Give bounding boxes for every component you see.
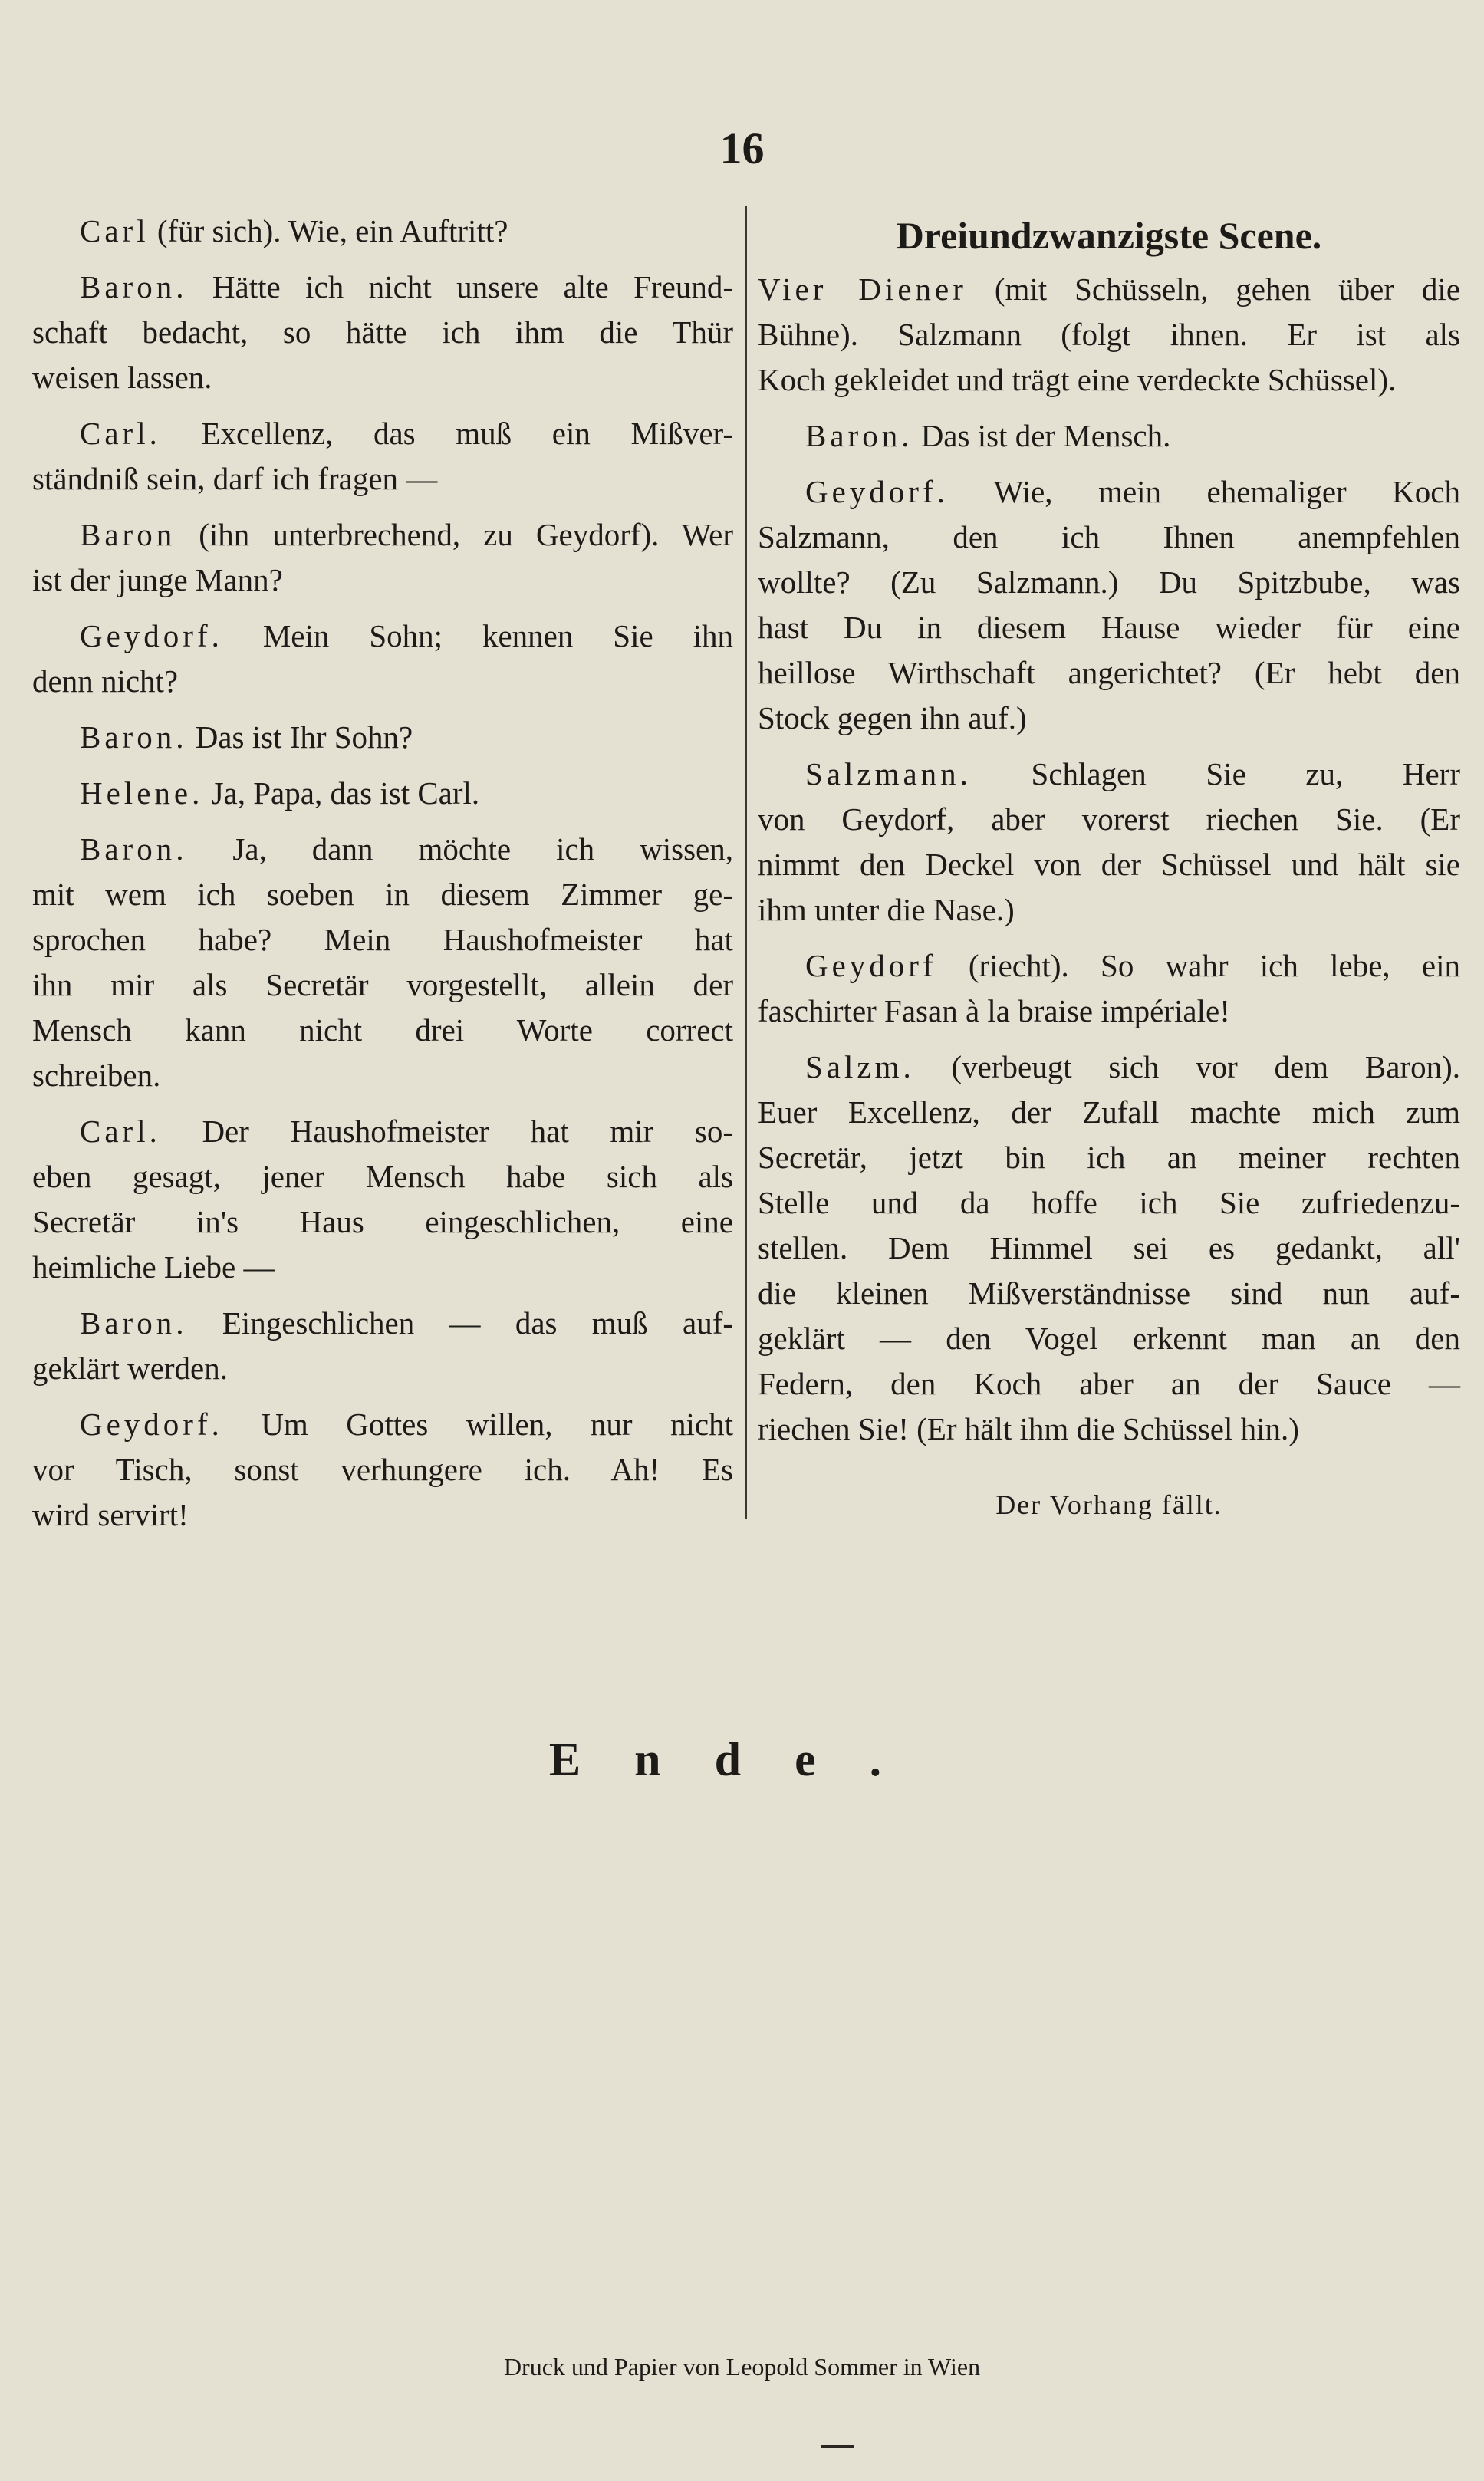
line-text: nimmt den Deckel von der Schüssel und hält sie [758, 847, 1460, 882]
speech [32, 614, 733, 704]
line-text: geklärt — den Vogel erkennt man an den [758, 1321, 1460, 1356]
text-line [758, 357, 1460, 403]
text-line [32, 355, 733, 400]
line-text: heimliche Liebe — [32, 1249, 275, 1285]
speaker-name: Geydorf. [80, 618, 223, 653]
text-line [32, 558, 733, 603]
text-line [758, 1226, 1460, 1271]
line-text: riechen Sie! (Er hält ihm die Schüssel hin.) [758, 1411, 1299, 1446]
text-line [758, 312, 1460, 357]
right-speeches [758, 267, 1460, 1452]
text-line [32, 512, 733, 558]
line-text: Koch gekleidet und trägt eine verdeckte Schüssel). [758, 362, 1397, 397]
speech [32, 771, 733, 816]
text-line [758, 605, 1460, 650]
speech [758, 752, 1460, 933]
text-line [758, 1361, 1460, 1407]
text-line [32, 265, 733, 310]
line-text: Secretär in's Haus eingeschlichen, eine [32, 1204, 733, 1239]
text-line [32, 1245, 733, 1290]
scene-heading: Dreiundzwanzigste Scene. [896, 214, 1322, 257]
line-text: von Geydorf, aber vorerst riechen Sie. (Er [758, 801, 1460, 837]
text-line [32, 1199, 733, 1245]
speaker-name: Vier Diener [758, 271, 967, 307]
line-text: hast Du in diesem Hause wieder für eine [758, 610, 1460, 645]
line-text: Excellenz, das muß ein Mißver- [201, 416, 733, 451]
line-text: Um Gottes willen, nur nicht [261, 1407, 733, 1442]
line-text: ihn mir als Secretär vorgestellt, allein der [32, 967, 733, 1002]
text-line [758, 696, 1460, 741]
line-text: wird servirt! [32, 1497, 189, 1532]
text-line [758, 1135, 1460, 1180]
line-text: mit wem ich soeben in diesem Zimmer ge- [32, 877, 733, 912]
text-line [32, 1492, 733, 1538]
line-text: stellen. Dem Himmel sei es gedankt, all' [758, 1230, 1460, 1265]
speaker-name: Salzmann. [805, 756, 972, 791]
speech [32, 1301, 733, 1391]
text-line [758, 943, 1460, 989]
line-text: Stock gegen ihn auf.) [758, 700, 1027, 735]
text-line [758, 1407, 1460, 1452]
text-line [32, 771, 733, 816]
speaker-name: Geydorf. [80, 1407, 223, 1442]
text-line [758, 1316, 1460, 1361]
speech [32, 1402, 733, 1538]
text-line [32, 917, 733, 962]
speaker-name: Carl. [80, 1114, 161, 1149]
text-line [32, 1109, 733, 1154]
line-text: Ja, Papa, das ist Carl. [211, 775, 480, 811]
speaker-name: Baron. [80, 1305, 188, 1341]
line-text: wollte? (Zu Salzmann.) Du Spitzbube, was [758, 564, 1460, 600]
line-text: ständniß sein, darf ich fragen — [32, 461, 438, 496]
curtain-direction: Der Vorhang fällt. [995, 1489, 1222, 1520]
speech [32, 209, 733, 254]
line-text: ihm unter die Nase.) [758, 892, 1015, 927]
speech [758, 413, 1460, 459]
speaker-name: Baron. [805, 418, 913, 453]
line-text: denn nicht? [32, 663, 179, 699]
speaker-name: Baron [80, 517, 176, 552]
speaker-name: Geydorf. [805, 474, 949, 509]
speaker-name: Carl. [80, 416, 161, 451]
left-column [32, 209, 733, 1538]
text-line [32, 1053, 733, 1098]
line-text: Das ist der Mensch. [920, 418, 1171, 453]
line-text: schaft bedacht, so hätte ich ihm die Thür [32, 314, 733, 350]
speaker-name: Baron. [80, 719, 188, 755]
line-text: Secretär, jetzt bin ich an meiner rechten [758, 1140, 1460, 1175]
line-text: Eingeschlichen — das muß auf- [222, 1305, 734, 1341]
line-text: Ja, dann möchte ich wissen, [232, 831, 733, 867]
text-line [32, 715, 733, 760]
text-line [758, 413, 1460, 459]
bottom-dash [821, 2445, 854, 2448]
speaker-name: Helene. [80, 775, 204, 811]
text-line [758, 797, 1460, 842]
text-line [758, 1090, 1460, 1135]
text-line [758, 1271, 1460, 1316]
line-text: faschirter Fasan à la braise impériale! [758, 993, 1230, 1028]
line-text: Mein Sohn; kennen Sie ihn [262, 618, 734, 653]
speech [32, 265, 733, 400]
text-line [758, 560, 1460, 605]
text-line [32, 872, 733, 917]
text-line [758, 1180, 1460, 1226]
page-number: 16 [719, 123, 765, 173]
text-line [758, 887, 1460, 933]
text-line [32, 1154, 733, 1199]
text-line [32, 209, 733, 254]
speech [758, 943, 1460, 1034]
line-text: Schlagen Sie zu, Herr [1031, 756, 1460, 791]
speech [758, 469, 1460, 741]
line-text: Bühne). Salzmann (folgt ihnen. Er ist als [758, 317, 1460, 352]
speaker-name: Baron. [80, 269, 188, 304]
text-line [32, 310, 733, 355]
line-text: ist der junge Mann? [32, 562, 283, 597]
line-text: heillose Wirthschaft angerichtet? (Er hebt den [758, 655, 1460, 690]
line-text: (riecht). So wahr ich lebe, ein [968, 948, 1460, 983]
ende-text: Ende. [548, 1734, 936, 1786]
text-line [758, 989, 1460, 1034]
line-text: Der Haushofmeister hat mir so- [202, 1114, 733, 1149]
text-line [32, 1008, 733, 1053]
line-text: (für sich). Wie, ein Auftritt? [156, 213, 508, 248]
right-column [758, 209, 1460, 1528]
text-line [758, 469, 1460, 515]
line-text: Euer Excellenz, der Zufall machte mich zum [758, 1094, 1460, 1130]
line-text: die kleinen Mißverständnisse sind nun auf- [758, 1275, 1460, 1311]
line-text: Federn, den Koch aber an der Sauce — [758, 1366, 1460, 1401]
text-line [758, 515, 1460, 560]
printer-imprint: Druck und Papier von Leopold Sommer in Wien [503, 2353, 981, 2381]
text-line [32, 1301, 733, 1346]
line-text: schreiben. [32, 1058, 161, 1093]
line-text: Wie, mein ehemaliger Koch [993, 474, 1460, 509]
line-text: (ihn unterbrechend, zu Geydorf). Wer [199, 517, 734, 552]
line-text: Hätte ich nicht unsere alte Freund- [212, 269, 733, 304]
speech [32, 1109, 733, 1290]
text-line [32, 1346, 733, 1391]
text-line [32, 827, 733, 872]
text-line [758, 650, 1460, 696]
line-text: Das ist Ihr Sohn? [195, 719, 413, 755]
speech [32, 827, 733, 1098]
speaker-name: Carl [80, 213, 150, 248]
text-line [758, 752, 1460, 797]
line-text: geklärt werden. [32, 1351, 228, 1386]
text-line [32, 962, 733, 1008]
text-line [758, 267, 1460, 312]
speech [758, 1045, 1460, 1452]
line-text: Salzmann, den ich Ihnen anempfehlen [758, 519, 1460, 554]
line-text: sprochen habe? Mein Haushofmeister hat [32, 922, 733, 957]
speech [32, 715, 733, 760]
text-line [32, 659, 733, 704]
speech [32, 512, 733, 603]
line-text: vor Tisch, sonst verhungere ich. Ah! Es [32, 1452, 733, 1487]
text-line [32, 411, 733, 456]
text-line [32, 456, 733, 502]
text-line [32, 1447, 733, 1492]
text-line [32, 1402, 733, 1447]
speaker-name: Salzm. [805, 1049, 915, 1084]
line-text: Mensch kann nicht drei Worte correct [32, 1012, 733, 1048]
line-text: Stelle und da hoffe ich Sie zufriedenzu- [758, 1185, 1460, 1220]
speech [758, 267, 1460, 403]
line-text: (mit Schüsseln, gehen über die [994, 271, 1461, 307]
line-text: (verbeugt sich vor dem Baron). [951, 1049, 1461, 1084]
column-divider [745, 206, 747, 1519]
speaker-name: Baron. [80, 831, 188, 867]
speaker-name: Geydorf [805, 948, 937, 983]
text-line [758, 1045, 1460, 1090]
text-line [32, 614, 733, 659]
line-text: eben gesagt, jener Mensch habe sich als [32, 1159, 733, 1194]
line-text: weisen lassen. [32, 360, 212, 395]
text-line [758, 842, 1460, 887]
speech [32, 411, 733, 502]
